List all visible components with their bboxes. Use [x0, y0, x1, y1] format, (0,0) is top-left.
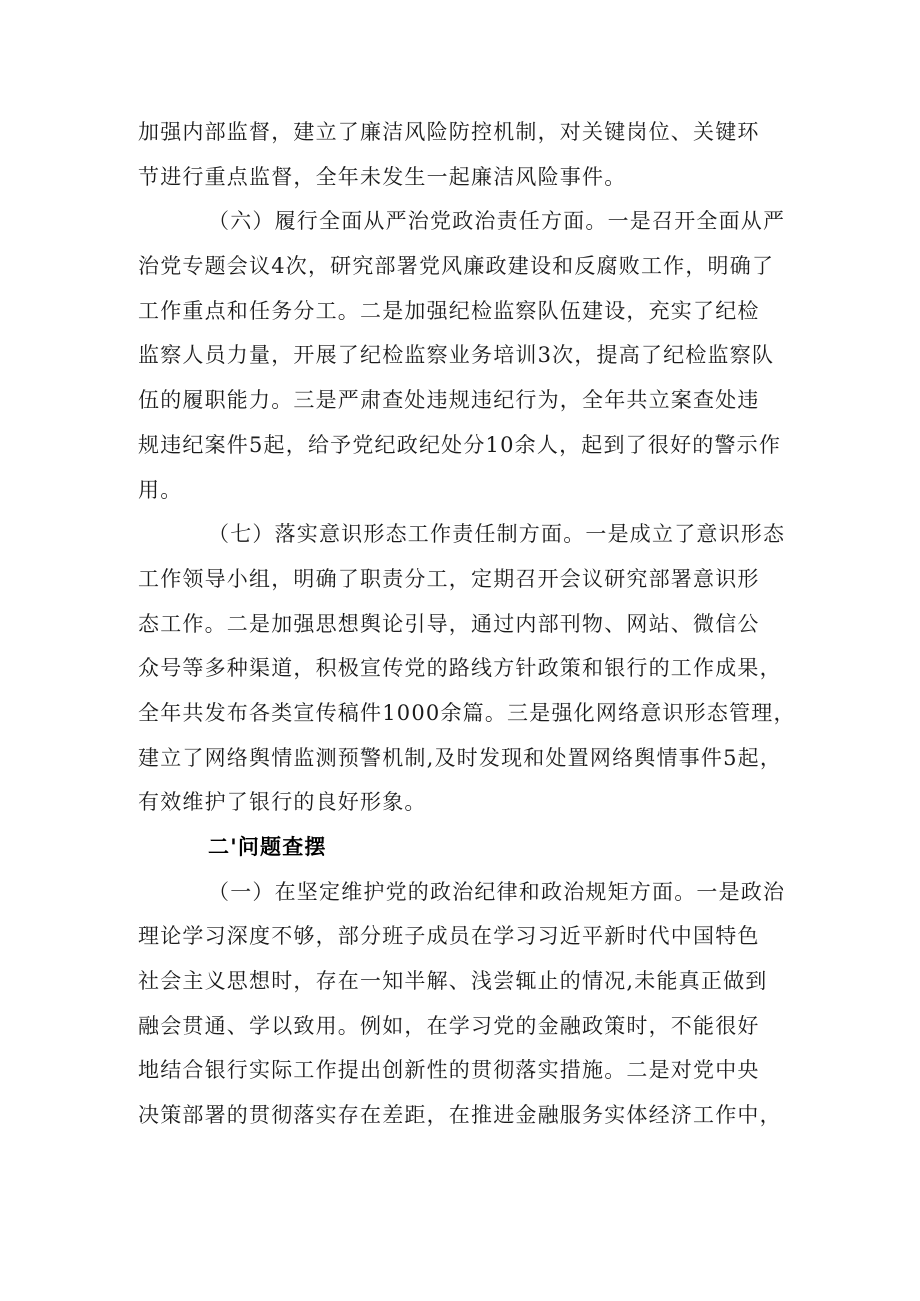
text-line: 理论学习深度不够，部分班子成员在学习习近平新时代中国特色 — [138, 924, 760, 949]
text-line: 监察人员力量，开展了纪检监察业务培训3次，提高了纪检监察队 — [138, 343, 775, 368]
text-line: 融会贯通、学以致用。例如，在学习党的金融政策时，不能很好 — [138, 1013, 760, 1038]
text-line: 全年共发布各类宣传稿件1000余篇。三是强化网络意识形态管理， — [138, 700, 796, 725]
text-line: 治党专题会议4次，研究部署党风廉政建设和反腐败工作，明确了 — [138, 254, 775, 279]
section-heading: 二'问题查摆 — [208, 834, 327, 859]
text-line: 节进行重点监督，全年未发生一起廉洁风险事件。 — [138, 164, 627, 189]
text-line: 决策部署的贯彻落实存在差距，在推进金融服务实体经济工作中， — [138, 1103, 782, 1128]
text-line: 规违纪案件5起，给予党纪政纪处分10余人，起到了很好的警示作 — [138, 432, 782, 457]
document-body — [138, 110, 794, 1138]
text-line: 建立了网络舆情监测预警机制,及时发现和处置网络舆情事件5起， — [138, 745, 783, 770]
text-line: 加强内部监督，建立了廉洁风险防控机制，对关键岗位、关键环 — [138, 120, 760, 144]
text-line: 有效维护了银行的良好形象。 — [138, 790, 427, 815]
text-line: 工作领导小组，明确了职责分工，定期召开会议研究部署意识形 — [138, 566, 760, 591]
paragraph-start-line: （七）落实意识形态工作责任制方面。一是成立了意识形态 — [208, 522, 786, 547]
text-line: 众号等多种渠道，积极宣传党的路线方针政策和银行的工作成果， — [138, 656, 782, 681]
paragraph-start-line: （一）在坚定维护党的政治纪律和政治规矩方面。一是政治 — [208, 879, 786, 904]
text-line: 社会主义思想时，存在一知半解、浅尝辄止的情况,未能真正做到 — [138, 969, 768, 994]
text-line: 态工作。二是加强思想舆论引导，通过内部刊物、网站、微信公 — [138, 611, 760, 636]
text-line: 工作重点和任务分工。二是加强纪检监察队伍建设，充实了纪检 — [138, 298, 760, 323]
text-line: 用。 — [138, 477, 183, 502]
text-line: 伍的履职能力。三是严肃查处违规违纪行为，全年共立案查处违 — [138, 388, 760, 413]
paragraph-start-line: （六）履行全面从严治党政治责任方面。一是召开全面从严 — [208, 209, 786, 234]
text-line: 地结合银行实际工作提出创新性的贯彻落实措施。二是对党中央 — [138, 1058, 760, 1083]
